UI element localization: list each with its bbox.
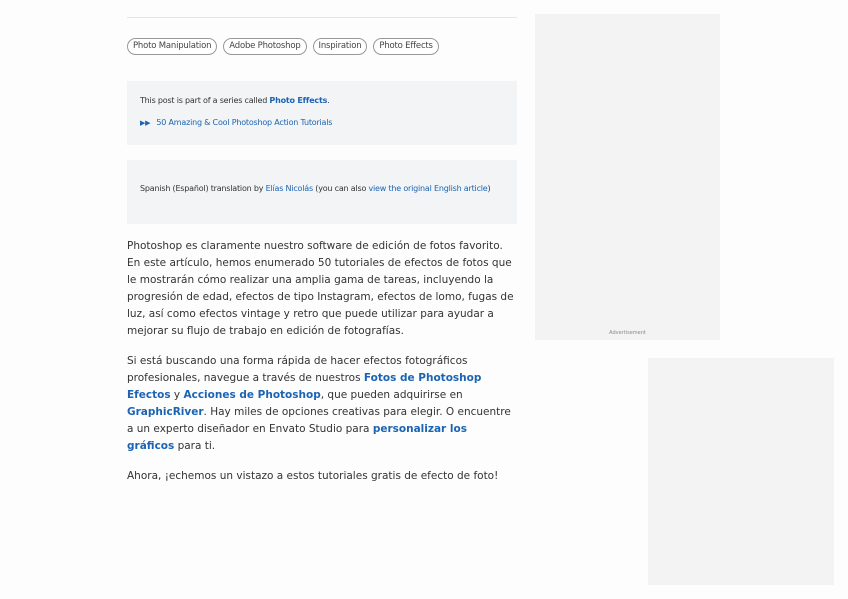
series-suffix: . <box>327 96 330 105</box>
article-paragraph-3: Ahora, ¡echemos un vistazo a estos tutoriales gratis de efecto de foto! <box>127 470 499 482</box>
series-item-label[interactable]: 50 Amazing & Cool Photoshop Action Tutorials <box>156 118 333 127</box>
p2-text-d: . Hay miles de opciones creativas para elegir. O encuentre a un experto diseñador en Envato Studio para <box>127 406 511 435</box>
p2-text-c: , que pueden adquirirse en <box>320 389 463 401</box>
graphicriver-link[interactable]: GraphicRiver <box>127 406 204 418</box>
p2-text-a: Si está buscando una forma rápida de hacer efectos fotográficos profesionales, navegue a través de nuestros <box>127 355 468 384</box>
article-paragraph-1: Photoshop es claramente nuestro software de edición de fotos favorito. En este artículo, hemos enumerado 50 tutoriales de efectos de fotos que le mostrarán cómo realizar una amplia gama de tareas, incluyendo la progresión de edad, efectos de tipo Instagram, efectos de lomo, fugas de luz, así como efectos vintage y retro que puede utilizar para ayudar a mejorar su flujo de trabajo en edición de fotografías. <box>127 240 514 337</box>
series-box <box>127 81 517 145</box>
translation-suffix: ) <box>487 184 491 193</box>
tag-photo-manipulation[interactable]: Photo Manipulation <box>127 38 217 55</box>
advertisement-slot[interactable] <box>535 14 720 340</box>
photoshop-actions-link[interactable]: Acciones de Photoshop <box>183 389 321 401</box>
original-article-link[interactable]: view the original English article <box>368 184 488 193</box>
article-paragraph-2 <box>127 353 517 455</box>
translation-prefix: Spanish (Español) translation by <box>140 184 266 193</box>
divider <box>127 17 517 18</box>
p2-text-b: y <box>170 389 184 401</box>
advertisement-slot-2[interactable] <box>648 358 834 585</box>
photo-effects-link[interactable]: Fotos de Photoshop Efectos <box>127 372 482 401</box>
p2-text-e: para ti. <box>174 440 216 452</box>
translation-notice <box>140 181 500 197</box>
series-link[interactable]: Photo Effects <box>269 96 328 105</box>
translation-box <box>127 160 517 224</box>
customize-graphics-link[interactable]: personalizar los gráficos <box>127 423 467 452</box>
series-item[interactable] <box>140 118 332 127</box>
article-body <box>127 238 517 498</box>
fast-forward-icon: ▶▶ <box>140 119 151 127</box>
series-intro <box>140 96 330 105</box>
translator-link[interactable]: Elías Nicolás <box>265 184 313 193</box>
advertisement-label: Advertisement <box>609 330 646 336</box>
tag-list <box>127 38 439 55</box>
translation-middle: (you can also <box>312 184 369 193</box>
series-prefix: This post is part of a series called <box>140 96 270 105</box>
tag-inspiration[interactable]: Inspiration <box>313 38 368 55</box>
tag-adobe-photoshop[interactable]: Adobe Photoshop <box>223 38 306 55</box>
tag-photo-effects[interactable]: Photo Effects <box>373 38 438 55</box>
